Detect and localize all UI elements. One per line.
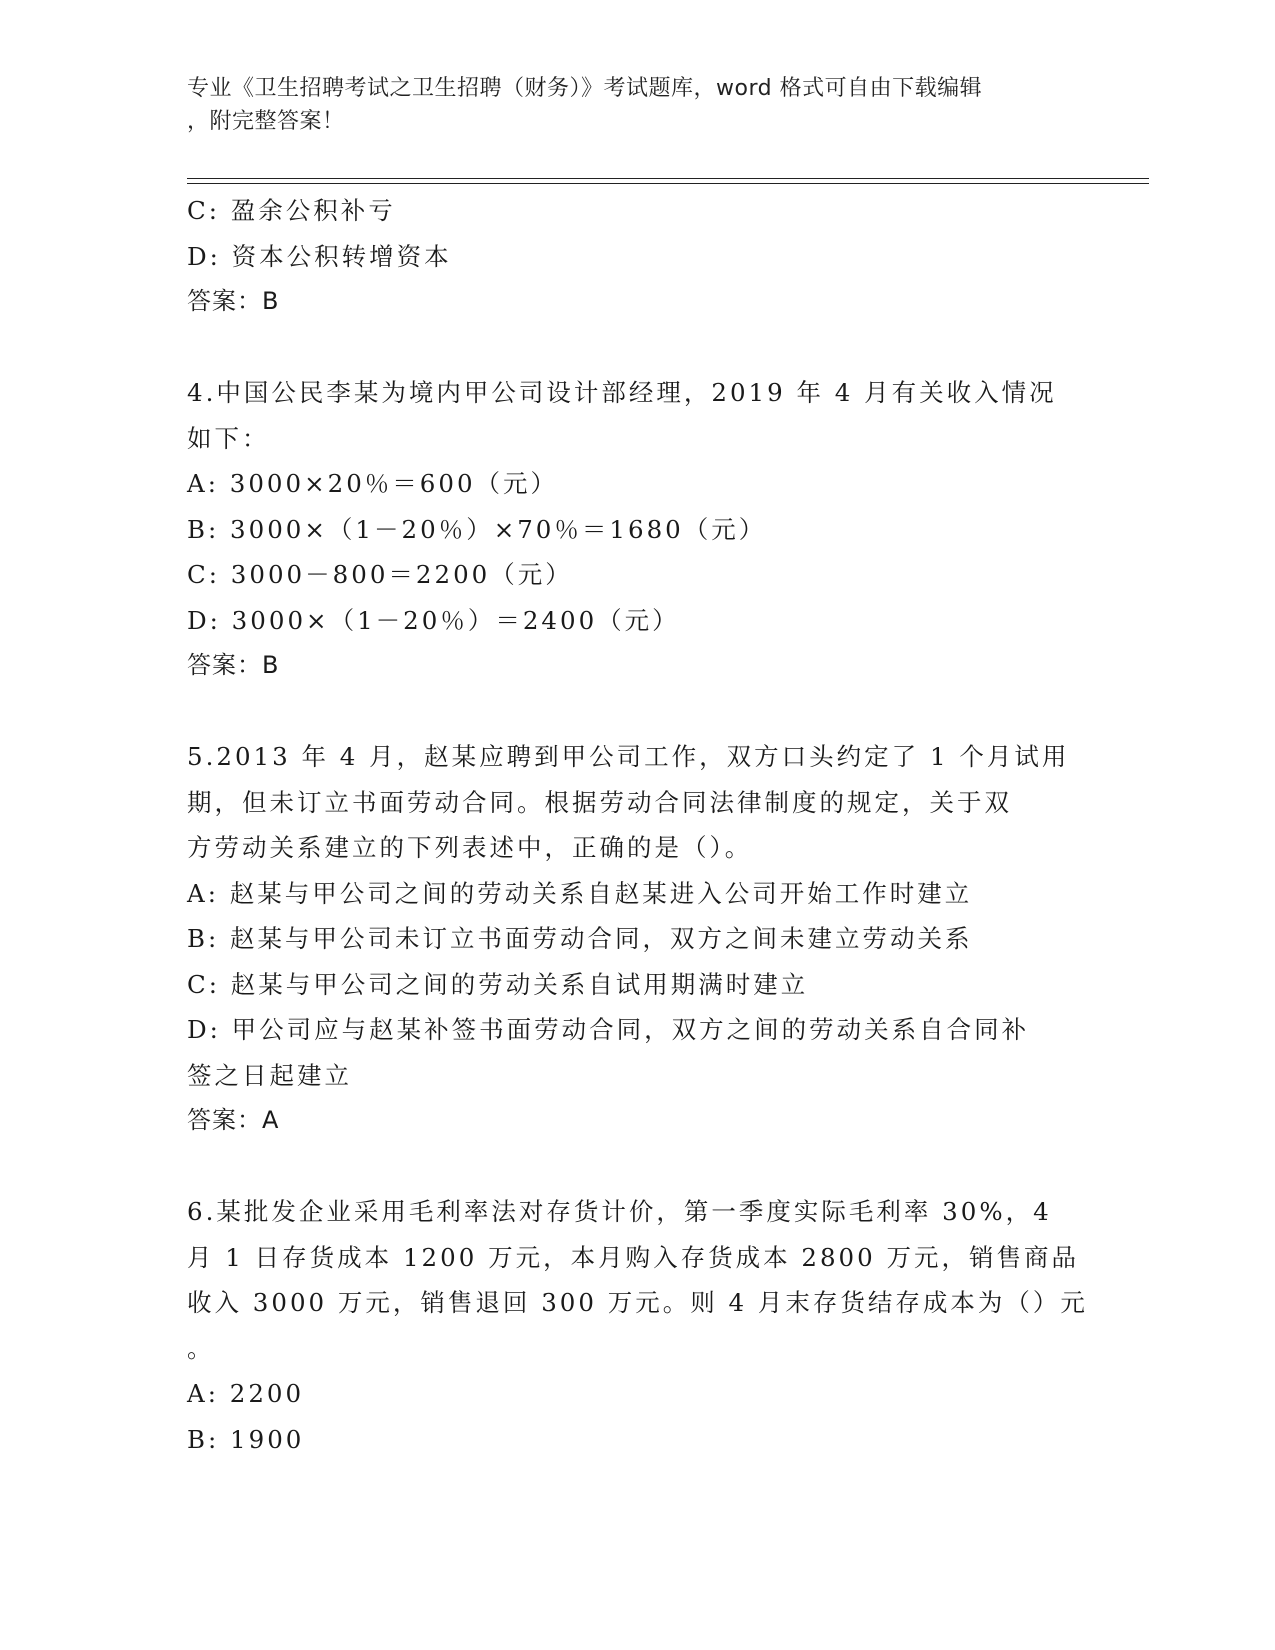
q6-option-a: A: 2200 [187, 1379, 305, 1408]
q3-option-c: C: 盈余公积补亏 [187, 196, 396, 225]
q4-stem-line-1: 4.中国公民李某为境内甲公司设计部经理，2019 年 4 月有关收入情况 [187, 378, 1057, 407]
q4-answer: 答案：B [187, 651, 280, 679]
header-divider-top [187, 178, 1149, 179]
q4-option-d: D: 3000×（1－20％）＝2400（元） [187, 605, 680, 635]
q4-option-a: A: 3000×20％＝600（元） [187, 469, 559, 498]
q5-option-b: B: 赵某与甲公司未订立书面劳动合同，双方之间未建立劳动关系 [187, 924, 973, 953]
q4-option-b: B: 3000×（1－20％）×70％＝1680（元） [187, 514, 767, 544]
q5-option-a: A: 赵某与甲公司之间的劳动关系自赵某进入公司开始工作时建立 [187, 878, 973, 908]
q5-option-d-line-1: D: 甲公司应与赵某补签书面劳动合同，双方之间的劳动关系自合同补 [187, 1015, 1030, 1044]
spacer [187, 325, 1067, 371]
q3-answer: 答案：B [187, 287, 280, 315]
header-divider-bottom [187, 183, 1149, 184]
question-3-tail [187, 188, 1067, 325]
q5-stem-line-3: 方劳动关系建立的下列表述中，正确的是（）。 [187, 833, 753, 862]
q5-stem-line-1: 5.2013 年 4 月，赵某应聘到甲公司工作，双方口头约定了 1 个月试用 [187, 742, 1070, 771]
q6-stem-line-3: 收入 3000 万元，销售退回 300 万元。则 4 月末存货结存成本为（）元 [187, 1288, 1088, 1317]
q3-option-d: D: 资本公积转增资本 [187, 241, 452, 271]
question-content [187, 188, 1088, 1462]
spacer [187, 1144, 1067, 1190]
q6-stem-line-1: 6.某批发企业采用毛利率法对存货计价，第一季度实际毛利率 30%，4 [187, 1197, 1052, 1226]
q5-stem-line-2: 期，但未订立书面劳动合同。根据劳动合同法律制度的规定，关于双 [187, 787, 1012, 817]
header-line-2: ，附完整答案！ [187, 109, 345, 134]
q6-stem-line-2: 月 1 日存货成本 1200 万元，本月购入存货成本 2800 万元，销售商品 [187, 1242, 1080, 1272]
q6-stem-line-4: 。 [187, 1333, 215, 1363]
question-6 [187, 1189, 1088, 1462]
q5-option-d-line-2: 签之日起建立 [187, 1060, 352, 1090]
q6-option-b: B: 1900 [187, 1424, 305, 1454]
q4-option-c: C: 3000－800＝2200（元） [187, 560, 573, 589]
header-line-1: 专业《卫生招聘考试之卫生招聘（财务）》考试题库，word 格式可自由下载编辑 [187, 76, 983, 101]
question-5 [187, 734, 1070, 1144]
spacer [187, 689, 1067, 735]
q4-stem-line-2: 如下： [187, 423, 270, 453]
document-header [187, 72, 1067, 138]
q5-answer: 答案：A [187, 1106, 280, 1134]
question-4 [187, 370, 1067, 689]
q5-option-c: C: 赵某与甲公司之间的劳动关系自试用期满时建立 [187, 969, 809, 999]
